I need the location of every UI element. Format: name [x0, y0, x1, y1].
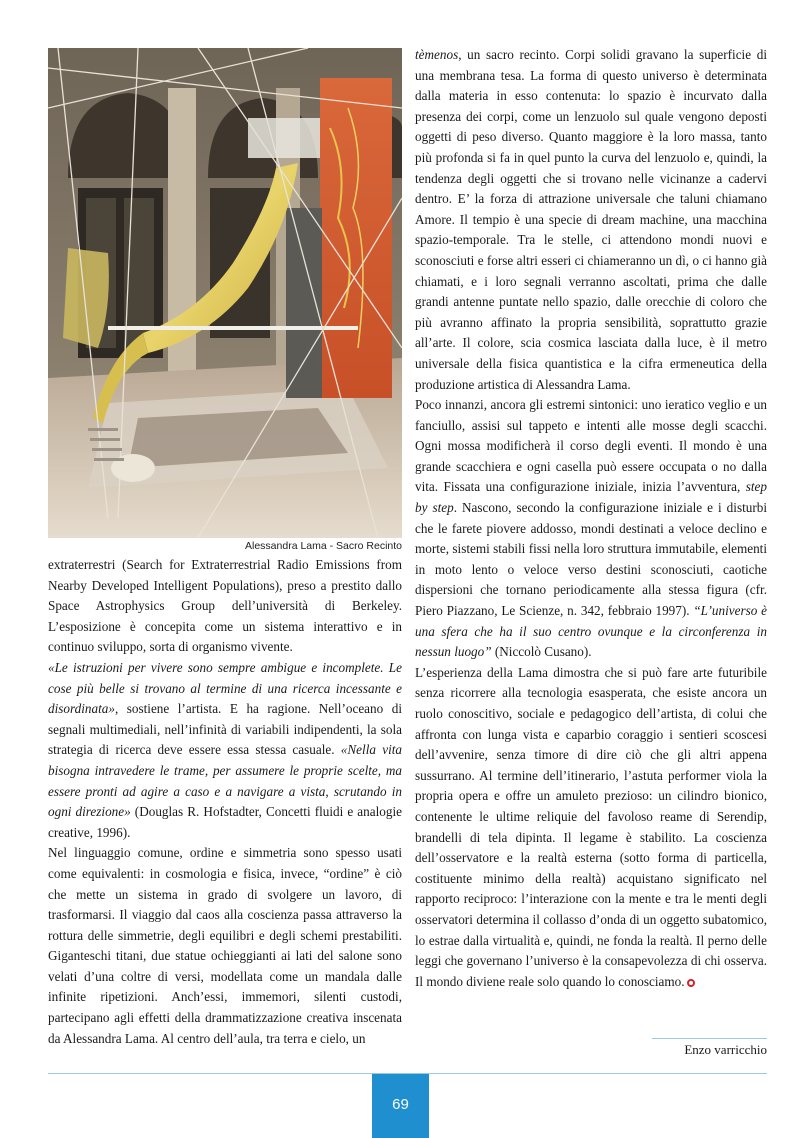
photo-caption: Alessandra Lama - Sacro Recinto: [245, 540, 402, 552]
quote: «Nella vita bisogna intravedere le trame, per assumere le proprie scelte, ma essere pronti ad agire a caso e a navigare a vista, scrutando in ogni direzione»: [48, 742, 402, 820]
text-column-right: [415, 45, 767, 992]
page-number: 69: [372, 1074, 429, 1138]
author-divider: [652, 1038, 767, 1039]
paragraph: Nel linguaggio comune, ordine e simmetria sono spesso usati come equivalenti: in cosmologia e fisica, invece, “ordine” è ciò che mette un sistema in grado di svolgere un lavoro, di trasformarsi. Il viaggio dal caos alla coscienza passa attraverso la rottura delle simmetrie, degli equilibri e degli schemi prestabiliti. Giganteschi titani, due statue ochieggianti ai lati del salone sono velati d’una coltre di versi, modellata come un mandala dalle infinite ripetizioni. Anch’essi, immemori, silenti custodi, partecipano agli effetti della drammatizzazione creativa inscenata da Alessandra Lama. Al centro dell’aula, tra terra e cielo, un: [48, 845, 402, 1046]
text-column-left: [48, 555, 402, 1049]
paragraph: L’esperienza della Lama dimostra che si può fare arte futuribile senza ricorrere alla tecnologia esasperata, che esiste ancora un ruolo conoscitivo, sociale e pedagogico dell’artista, di colui che affronta con lunga vista e caparbio coraggio i sentieri scoscesi dell’avvenire, senza timore di dire ciò che gli altri appena sussurrano. Al termine dell’itinerario, l’astuta performer viola la propria opera e offre un amuleto prezioso: un cilindro bionico, contenente le ultime reliquie del favoloso reame di Serendip, brandelli di tela dipinta. Il legame è stabilito. La coscienza dell’osservatore e la realtà esterna (sotto forma di particella, costituente minimo della realtà) acquistano significato nel rapporto reciproco: l’interazione con la mente e tra le menti degli osservatori determina il collasso d’onda di un oggetto subatomico, lo estrae dalla virtualità e, quindi, ne fonda la realtà. Il perno delle leggi che governano l’universo è la consapevolezza di chi osserva. Il mondo diviene reale solo quando lo conosciamo.: [415, 664, 767, 989]
paragraph: Poco innanzi, ancora gli estremi sintonici: uno ieratico veglio e un fanciullo, assisi sul tappeto e intenti alle mosse degli scacchi. Ogni mossa modificherà il corso degli eventi. Il mondo è una grande scacchiera e ogni casella può essere occupata o no dalla vita. Fissata una configurazione iniziale, inizia l’avventura, step by step. Nascono, secondo la configurazione iniziale e i disturbi che le farete piovere addosso, mondi destinati a veloce declino e morte, sistemi stabili fissi nella loro struttura immutabile, elementi in moto lento o veloce verso destini sconosciuti, caotiche dispersioni che tornano periodicamente alla stessa figura (cfr. Piero Piazzano, Le Scienze, n. 342, febbraio 1997). “L’universo è una sfera che ha il suo centro ovunque e la circonferenza in nessun luogo” (Niccolò Cusano).: [415, 397, 767, 660]
artwork-photo: [48, 48, 402, 538]
quote: “L’universo è una sfera che ha il suo centro ovunque e la circonferenza in nessun luogo”: [415, 603, 767, 660]
end-mark-icon: [687, 979, 695, 987]
installation-illustration: [48, 48, 402, 538]
paragraph: extraterrestri (Search for Extraterrestrial Radio Emissions from Nearby Developed Intelligent Populations), preso a prestito dallo Space Astrophysics Group dell’università di Berkeley. L’esposizione è concepita come un sistema interattivo e in continuo sviluppo, sorta di organismo vivente.: [48, 557, 402, 655]
paragraph: «Le istruzioni per vivere sono sempre ambigue e incomplete. Le cose più belle si trovano al termine di una ricerca incessante e disordinata», sostiene l’artista. E ha ragione. Nell’oceano di segnali multimediali, nell’infinità di variabili indipendenti, la sola strategia di ricerca deve essere essa stessa casuale. «Nella vita bisogna intravedere le trame, per assumere le proprie scelte, ma essere pronti ad agire a caso e a navigare a vista, scrutando in ogni direzione» (Douglas R. Hofstadter, Concetti fluidi e analogie creative, 1996).: [48, 659, 402, 840]
paragraph: tèmenos, un sacro recinto. Corpi solidi gravano la superficie di una membrana tesa. La forma di questo universo è determinata dalla materia in esso contenuta: lo spazio è incurvato dalla presenza dei corpi, come un lenzuolo sul quale vengono deposti oggetti di peso diverso. Quanto maggiore è la loro massa, tanto più profonda si fa in quel punto la curva del lenzuolo e, quindi, la tendenza degli oggetti che si trovano nelle vicinanze a cadervi dentro. E’ la forza di attrazione universale che taluni chiamano Amore. Il tempio è una specie di dream machine, una macchina spazio-temporale. Tra le stelle, ci attendono mondi nuovi e sconosciuti e forse altri esseri ci chiameranno un dì, o ci hanno già chiamati, e i loro segnali verranno ascoltati, prima che dalle grandi antenne puntate nello spazio, dalle orecchie di coloro che più avranno affinato la propria sensibilità, soprattutto grazie all’arte. Il colore, scia cosmica lasciata dalla luce, è il metro universale della fisica quantistica e la cifra ermeneutica della produzione artistica di Alessandra Lama.: [415, 47, 767, 392]
quote: «Le istruzioni per vivere sono sempre ambigue e incomplete. Le cose più belle si trovano al termine di una ricerca incessante e disordinata»: [48, 659, 402, 717]
author-name: Enzo varricchio: [684, 1042, 767, 1057]
